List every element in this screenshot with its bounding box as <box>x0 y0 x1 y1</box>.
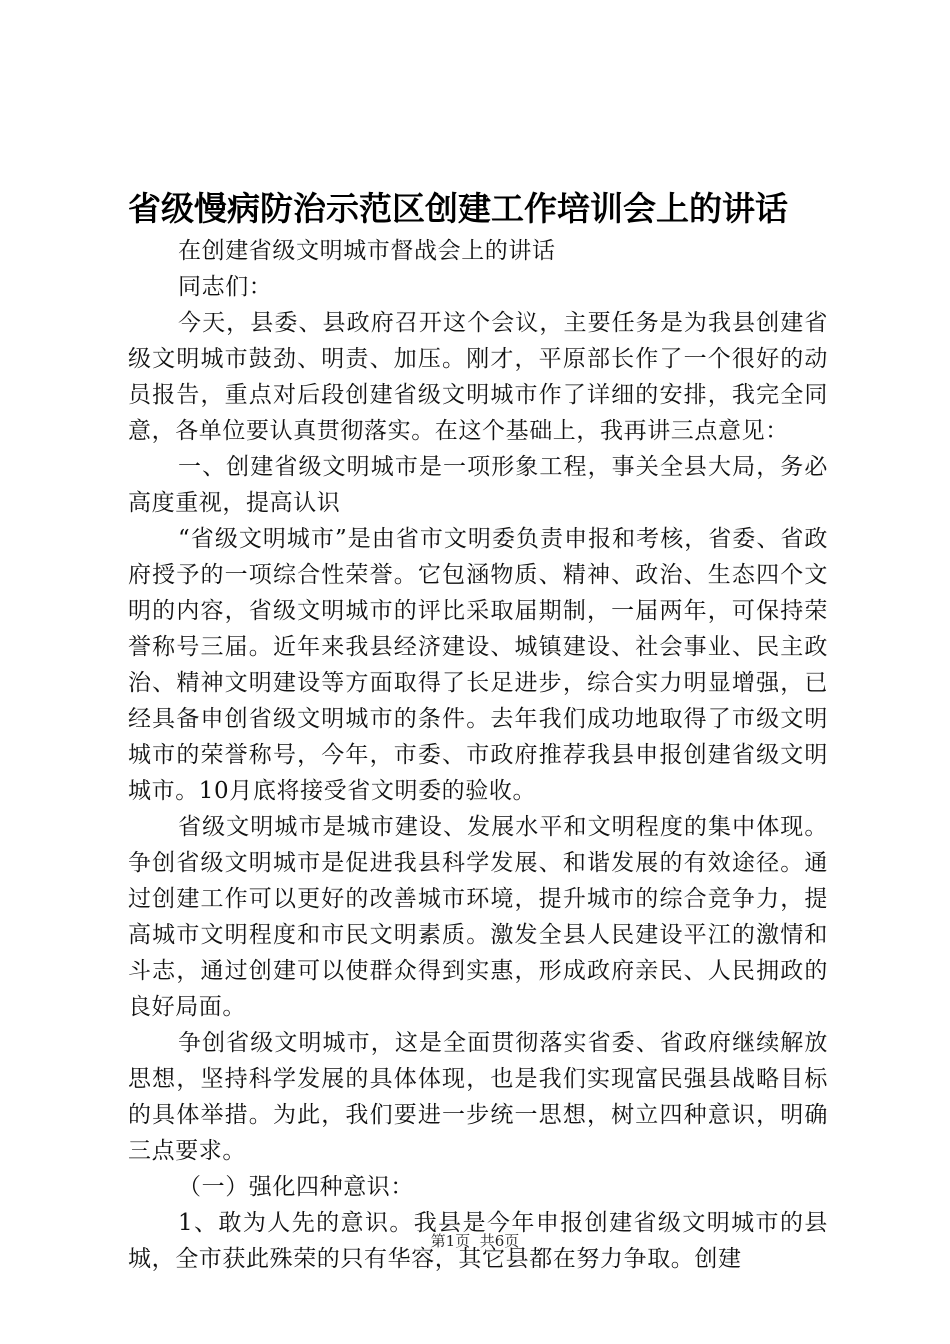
paragraph-strategy: 争创省级文明城市，这是全面贯彻落实省委、省政府继续解放思想，坚持科学发展的具体体现，也是我们实现富民强县战略目标的具体举措。为此，我们要进一步统一思想，树立四种意识，明确三点要求。 <box>128 1030 828 1164</box>
page-total: 共6页 <box>479 1232 520 1250</box>
page-number: 第1页 <box>430 1232 471 1250</box>
page-footer <box>0 1230 950 1252</box>
paragraph-intro: 今天，县委、县政府召开这个会议，主要任务是为我县创建省级文明城市鼓劲、明责、加压。刚才，平原部长作了一个很好的动员报告，重点对后段创建省级文明城市作了详细的安排，我完全同意，各单位要认真贯彻落实。在这个基础上，我再讲三点意见： <box>128 310 828 444</box>
paragraph-heading-one: 一、创建省级文明城市是一项形象工程，事关全县大局，务必高度重视，提高认识 <box>128 454 828 516</box>
paragraph-point-one: 1、敢为人先的意识。我县是今年申报创建省级文明城市的县城，全市获此殊荣的只有华容，其它县都在努力争取。创建 <box>128 1210 828 1272</box>
footer-gap <box>470 1232 480 1250</box>
paragraph-subtitle: 在创建省级文明城市督战会上的讲话 <box>178 238 556 264</box>
paragraph-honor: “省级文明城市”是由省市文明委负责申报和考核，省委、省政府授予的一项综合性荣誉。它包涵物质、精神、政治、生态四个文明的内容，省级文明城市的评比采取届期制，一届两年，可保持荣誉称号三届。近年来我县经济建设、城镇建设、社会事业、民主政治、精神文明建设等方面取得了长足进步，综合实力明显增强，已经具备申创省级文明城市的条件。去年我们成功地取得了市级文明城市的荣誉称号，今年，市委、市政府推荐我县申报创建省级文明城市。10月底将接受省文明委的验收。 <box>128 526 828 804</box>
document-body <box>128 233 828 1277</box>
paragraph-salutation: 同志们： <box>178 274 273 300</box>
paragraph-significance: 省级文明城市是城市建设、发展水平和文明程度的集中体现。争创省级文明城市是促进我县科学发展、和谐发展的有效途径。通过创建工作可以更好的改善城市环境，提升城市的综合竞争力，提高城市文明程度和市民文明素质。激发全县人民建设平江的激情和斗志，通过创建可以使群众得到实惠，形成政府亲民、人民拥政的良好局面。 <box>128 814 828 1020</box>
document-title: 省级慢病防治示范区创建工作培训会上的讲话 <box>128 189 788 228</box>
paragraph-subheading: （一）强化四种意识： <box>178 1174 414 1200</box>
